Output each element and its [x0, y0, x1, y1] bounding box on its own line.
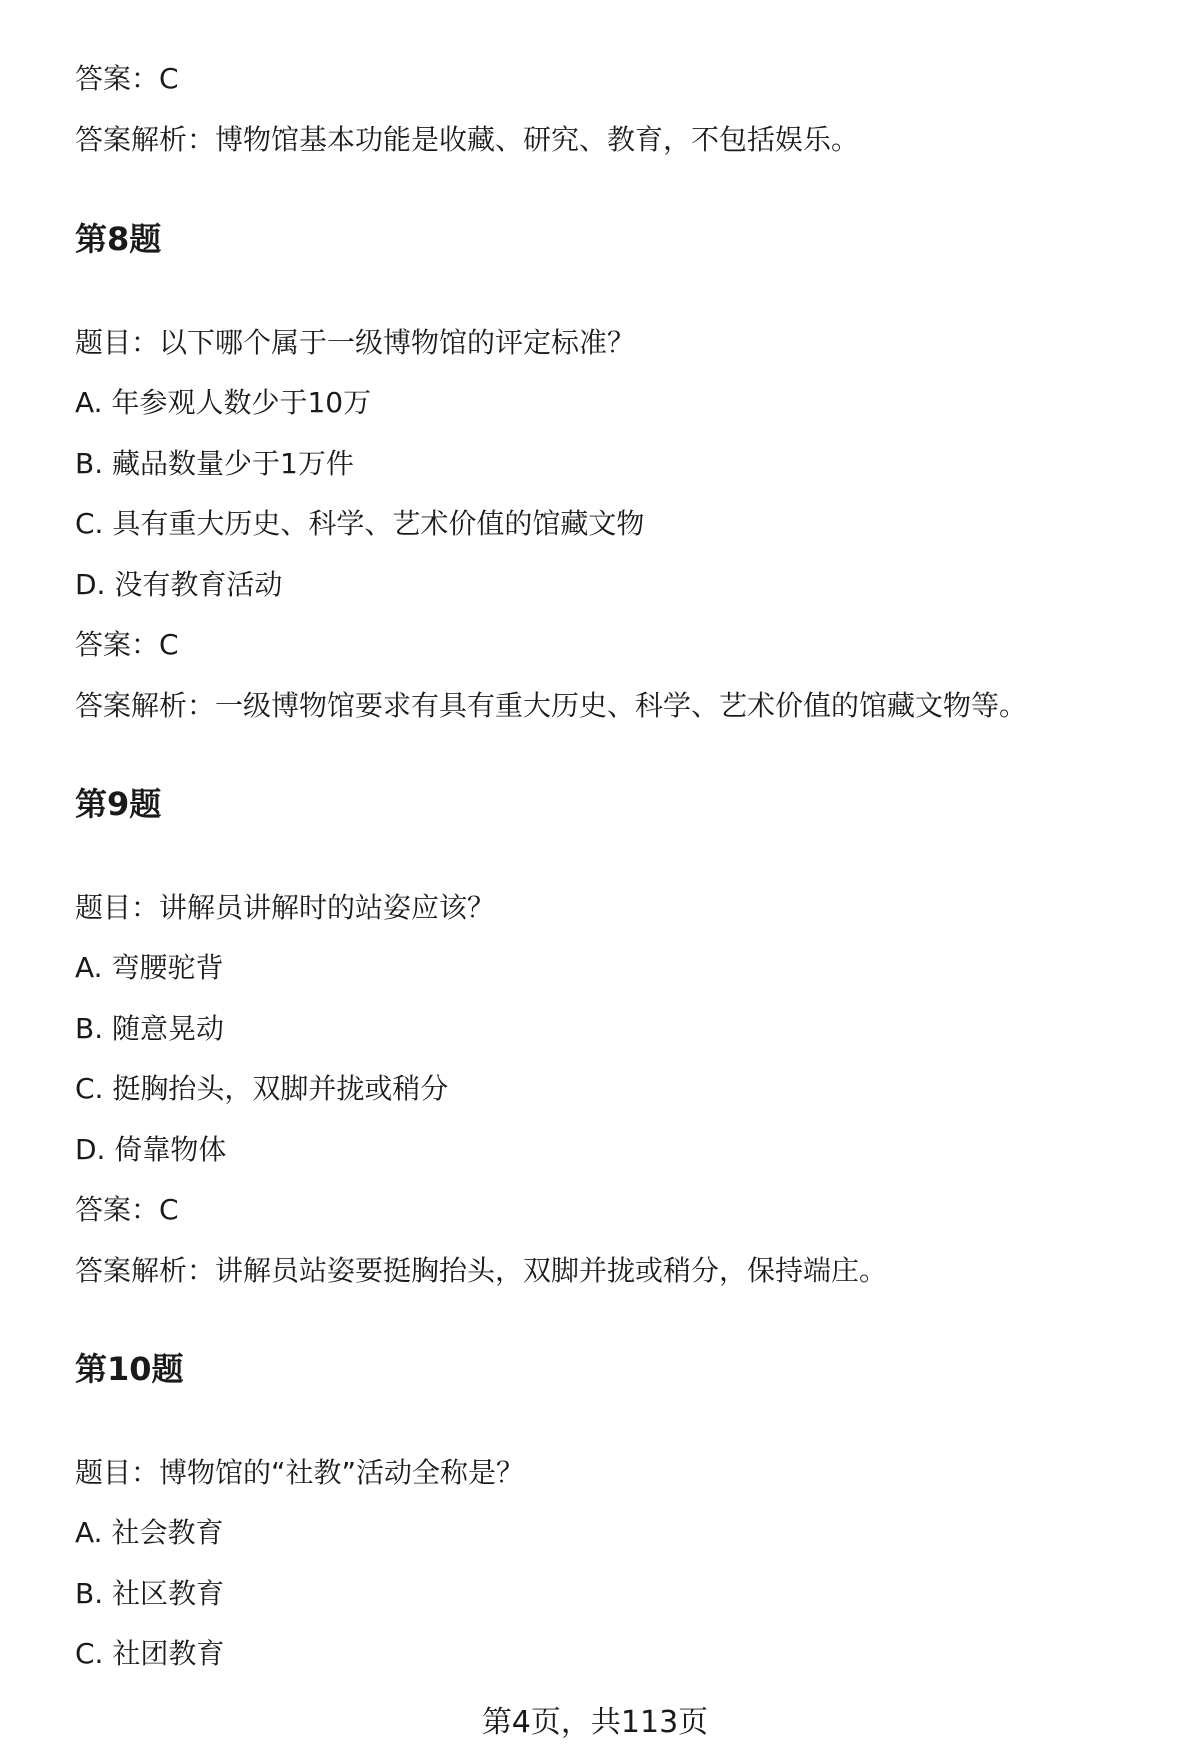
option-b: B. 社区教育: [75, 1577, 225, 1610]
analysis-line: 答案解析：讲解员站姿要挺胸抬头，双脚并拢或稍分，保持端庄。: [75, 1254, 888, 1287]
analysis-line: 答案解析：博物馆基本功能是收藏、研究、教育，不包括娱乐。: [75, 123, 860, 156]
question-text: 题目：博物馆的“社教”活动全称是？: [75, 1456, 525, 1489]
option-a: A. 年参观人数少于10万: [75, 386, 372, 419]
option-b: B. 藏品数量少于1万件: [75, 447, 354, 480]
answer-line: 答案：C: [75, 62, 179, 95]
question-heading: 第8题: [75, 220, 162, 258]
option-c: C. 具有重大历史、科学、艺术价值的馆藏文物: [75, 507, 645, 540]
question-heading: 第9题: [75, 785, 162, 823]
answer-line: 答案：C: [75, 628, 179, 661]
answer-line: 答案：C: [75, 1193, 179, 1226]
question-text: 题目：以下哪个属于一级博物馆的评定标准？: [75, 326, 636, 359]
page-number: 第4页，共113页: [481, 1705, 709, 1740]
option-a: A. 弯腰驼背: [75, 951, 224, 984]
analysis-line: 答案解析：一级博物馆要求有具有重大历史、科学、艺术价值的馆藏文物等。: [75, 689, 1028, 722]
question-text: 题目：讲解员讲解时的站姿应该？: [75, 891, 496, 924]
question-heading: 第10题: [75, 1350, 184, 1388]
option-c: C. 社团教育: [75, 1637, 225, 1670]
option-a: A. 社会教育: [75, 1516, 224, 1549]
option-b: B. 随意晃动: [75, 1012, 225, 1045]
option-d: D. 没有教育活动: [75, 568, 283, 601]
option-d: D. 倚靠物体: [75, 1133, 227, 1166]
option-c: C. 挺胸抬头，双脚并拢或稍分: [75, 1072, 449, 1105]
